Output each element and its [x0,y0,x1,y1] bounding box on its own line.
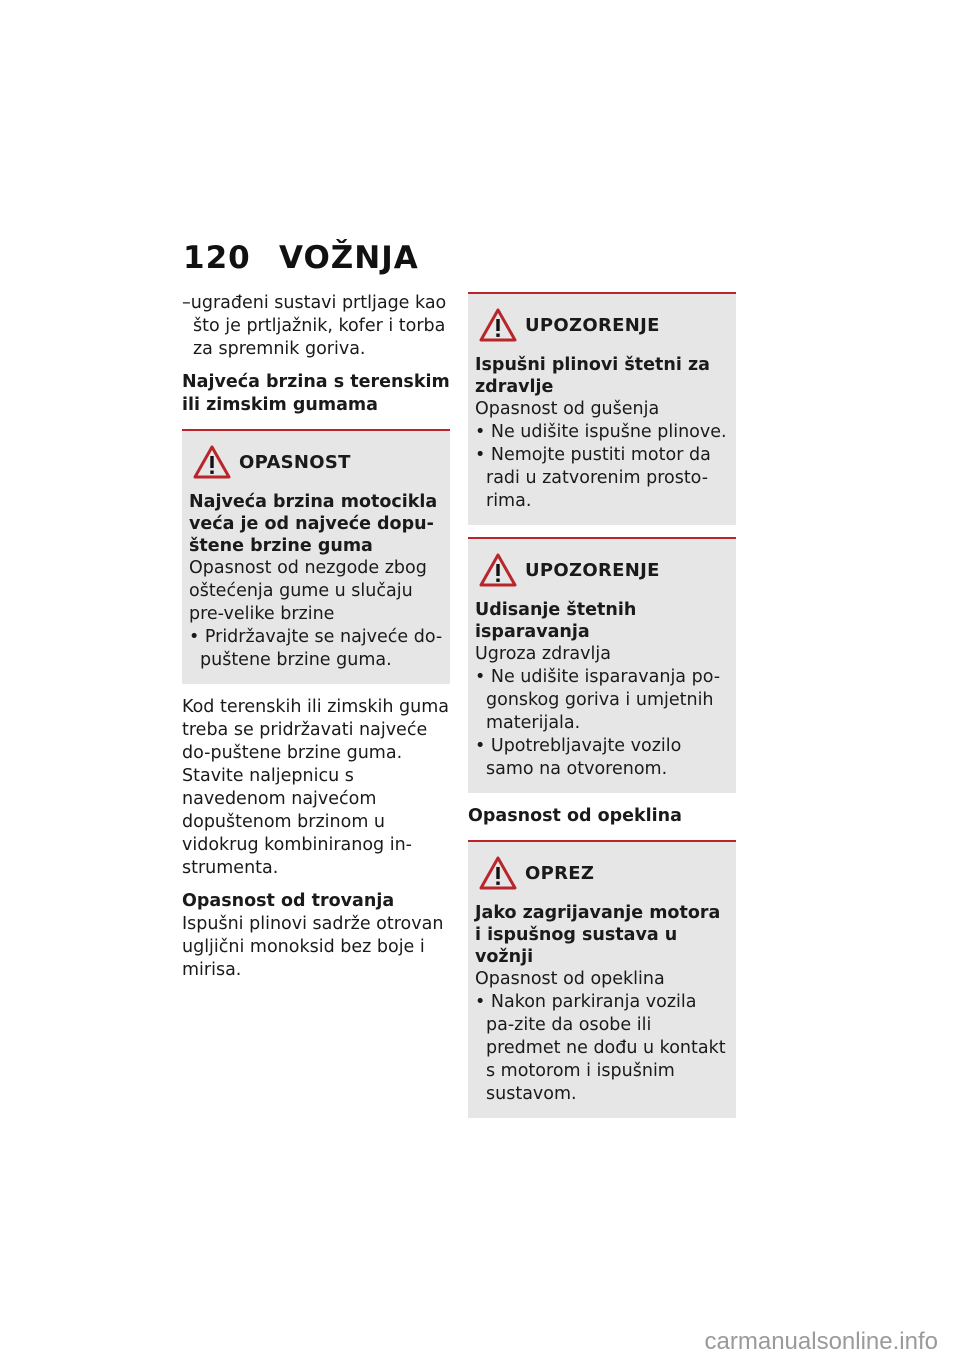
warning-title-2: UPOZORENJE [525,559,660,581]
caution-title: OPREZ [525,862,595,884]
danger-text: Opasnost od nezgode zbog oštećenja gume u slučaju pre-velike brzine [189,558,427,624]
watermark: carmanualsonline.info [704,1328,938,1355]
danger-box [182,429,450,684]
warning-text-1: Opasnost od gušenja [475,399,660,419]
warning-triangle-icon [193,445,231,479]
page-number: 120 [183,240,251,276]
warning-2-bullet-1: • Ne udišite isparavanja po-gonskog goriva i umjetnih materijala. [475,667,721,733]
caution-text: Opasnost od opeklina [475,969,665,989]
warning-text-2: Ugroza zdravlja [475,644,611,664]
heading-burn: Opasnost od opeklina [468,806,682,826]
heading-poison: Opasnost od trovanja [182,891,395,911]
caution-heading: Jako zagrijavanje motora i ispušnog sustava u vožnji [475,903,721,967]
para-sticker: Stavite naljepnicu s navedenom najvećom dopuštenom brzinom u vidokrug kombiniranog in-strumenta. [182,766,412,878]
caution-bullet: • Nakon parkiranja vozila pa-zite da osobe ili predmet ne dođu u kontakt s motorom i ispušnim sustavom. [475,992,726,1104]
right-column [468,292,736,1130]
section-title: VOŽNJA [279,240,419,276]
warning-box-fumes [468,537,736,793]
warning-1-bullet-2: • Nemojte pustiti motor da radi u zatvorenim prosto-rima. [475,445,711,511]
heading-speed: Najveća brzina s terenskim ili zimskim gumama [182,372,450,415]
warning-2-bullet-2: • Upotrebljavajte vozilo samo na otvorenom. [475,736,682,779]
warning-triangle-icon [479,553,517,587]
danger-bullet: • Pridržavajte se najveće do-puštene brzine guma. [189,627,443,670]
warning-title-1: UPOZORENJE [525,314,660,336]
warning-triangle-icon [479,856,517,890]
warning-box-exhaust [468,292,736,525]
left-column [182,292,450,992]
para-exhaust: Ispušni plinovi sadrže otrovan ugljični monoksid bez boje i mirisa. [182,914,444,980]
caution-box [468,840,736,1118]
danger-title: OPASNOST [239,451,351,473]
page-header [183,240,419,276]
warning-heading-1: Ispušni plinovi štetni za zdravlje [475,355,710,397]
intro-line: –ugrađeni sustavi prtljage kao što je prtljažnik, kofer i torba za spremnik goriva. [182,293,447,359]
warning-1-bullet-1: • Ne udišite ispušne plinove. [475,422,727,442]
warning-heading-2: Udisanje štetnih isparavanja [475,600,637,642]
warning-triangle-icon [479,308,517,342]
para-tyres: Kod terenskih ili zimskih guma treba se pridržavati najveće do-puštene brzine guma. [182,697,450,763]
danger-heading: Najveća brzina motocikla veća je od najveće dopu-štene brzine guma [189,492,438,556]
